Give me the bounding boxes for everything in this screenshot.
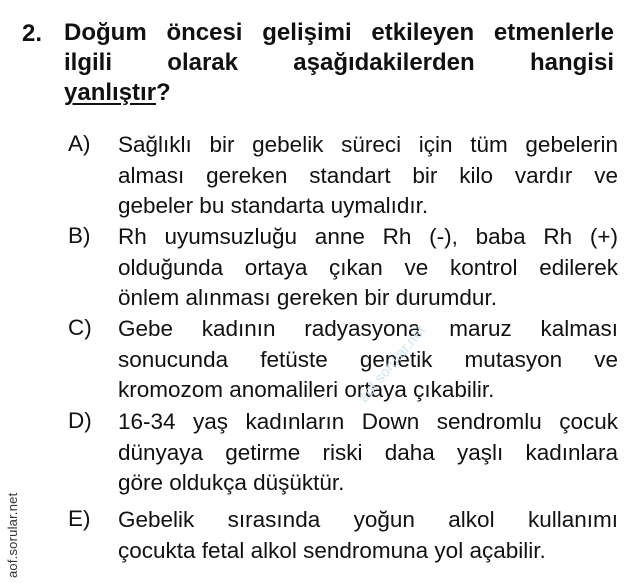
option-line: Rh uyumsuzluğu anne Rh (-), baba Rh (+) — [118, 224, 618, 249]
question-stem — [64, 18, 614, 108]
option-line: 16-34 yaş kadınların Down sendromlu çocuk — [118, 409, 618, 434]
option-line: dünyaya getirme riski daha yaşlı kadınlara — [118, 439, 618, 465]
option-letter: C) — [68, 315, 92, 340]
option-line: kromozom anomalileri ortaya çıkabilir. — [118, 377, 495, 402]
option-line: alması gereken standart bir kilo vardır ve — [118, 162, 618, 188]
question-mark: ? — [156, 79, 171, 106]
question-stem-line: Doğum öncesi gelişimi etkileyen etmenlerle — [64, 19, 614, 46]
side-watermark: aof.sorular.net — [5, 492, 20, 578]
option-text — [118, 407, 618, 499]
option-letter: E) — [68, 506, 91, 531]
option-letter: D) — [68, 408, 92, 433]
question-stem-last-line — [64, 78, 614, 108]
option-text — [118, 222, 618, 314]
option-text — [118, 130, 618, 222]
option-line: Gebe kadının radyasyona maruz kalması — [118, 316, 618, 341]
question-number: 2. — [22, 20, 43, 47]
option-line: Gebelik sırasında yoğun alkol kullanımı — [118, 507, 618, 532]
diagonal-watermark: aof.sorular.net — [355, 322, 430, 406]
option-line: sonucunda fetüste genetik mutasyon ve — [118, 346, 618, 372]
option-line: göre oldukça düşüktür. — [118, 470, 345, 495]
option-line: önlem alınması gereken bir durumdur. — [118, 285, 497, 310]
option-letter: B) — [68, 223, 91, 248]
option-letter: A) — [68, 131, 91, 156]
option-line: olduğunda ortaya çıkan ve kontrol edilerek — [118, 254, 618, 280]
question-stem-line: ilgili olarak aşağıdakilerden hangisi — [64, 49, 614, 76]
question-emphasis: yanlıştır — [64, 79, 157, 106]
option-text — [118, 505, 618, 566]
option-line: gebeler bu standarta uymalıdır. — [118, 193, 429, 218]
option-line: çocukta fetal alkol sendromuna yol açabilir. — [118, 537, 546, 563]
option-line: Sağlıklı bir gebelik süreci için tüm gebelerin — [118, 132, 618, 157]
